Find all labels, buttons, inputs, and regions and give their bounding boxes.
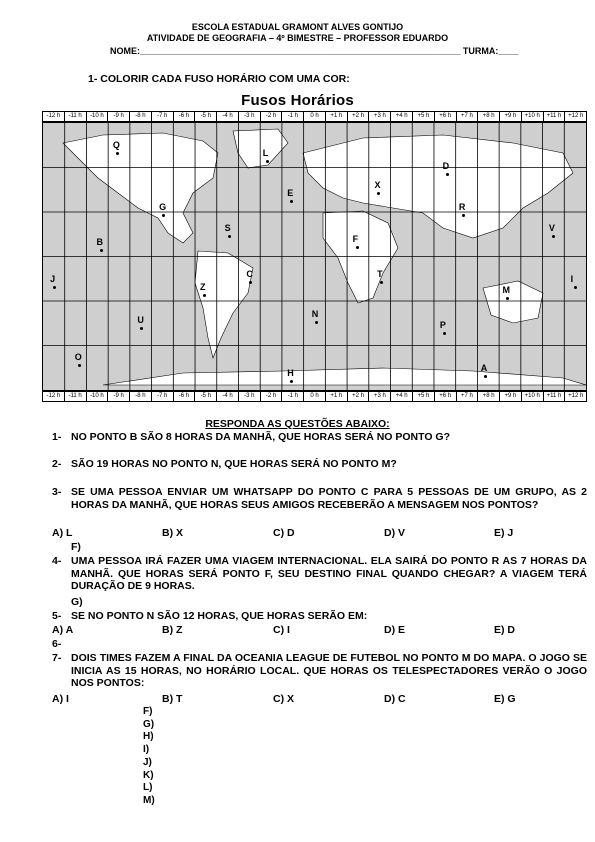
time-zone-label: -4 h: [217, 392, 239, 401]
question-3: [52, 486, 587, 524]
time-zone-label: -11 h: [65, 112, 87, 121]
option[interactable]: G): [143, 718, 155, 730]
map-point-dot: [290, 200, 293, 203]
map-point-label: F: [352, 233, 359, 244]
option[interactable]: C) I: [273, 624, 290, 636]
time-zone-label: +12 h: [568, 113, 584, 119]
question-4: [52, 555, 587, 593]
map-point-label: T: [377, 268, 383, 279]
time-zone-label: +3 h: [369, 112, 391, 121]
time-zone-label: -9 h: [108, 392, 130, 401]
time-zone-label: +1 h: [326, 112, 348, 121]
time-zone-label: -8 h: [130, 392, 152, 401]
time-zone-label: -1 h: [282, 112, 304, 121]
map-point-label: R: [458, 201, 466, 212]
option[interactable]: J): [143, 756, 152, 768]
time-zone-label: -12 h: [43, 112, 65, 121]
time-zone-label: +4 h: [391, 392, 413, 401]
time-zone-label: +5 h: [413, 112, 435, 121]
question-7-options: [52, 693, 592, 706]
map-point-dot: [574, 286, 577, 289]
map-point-dot: [315, 321, 318, 324]
question-4-option-g[interactable]: G): [71, 596, 83, 608]
option[interactable]: E) D: [494, 624, 515, 636]
option[interactable]: I): [143, 744, 150, 756]
map-point-dot: [140, 327, 143, 330]
question-3-options: [52, 527, 592, 540]
time-zone-label: -1 h: [282, 392, 304, 401]
map-point-label: U: [137, 314, 144, 325]
time-zone-label: +10 h: [522, 112, 544, 121]
time-zone-label: -3 h: [239, 392, 261, 401]
question-3-option-f[interactable]: F): [71, 541, 81, 553]
map-point-label: G: [159, 201, 167, 212]
time-zone-label: +9 h: [500, 112, 522, 121]
map-point-dot: [162, 214, 165, 217]
option[interactable]: H): [143, 731, 154, 743]
time-zone-label: -2 h: [261, 112, 283, 121]
time-zone-label: +7 h: [457, 392, 479, 401]
map-point-label: L: [262, 147, 269, 158]
map-point-dot: [377, 192, 380, 195]
time-zone-label: -9 h: [108, 112, 130, 121]
question-text: SE UMA PESSOA ENVIAR UM WHATSAPP DO PONTO C PARA 5 PESSOAS DE UM GRUPO, AS 2 HORAS DA MANHÃ, QUE HORAS SEUS AMIGOS RECEBERÃO A MENSAGEM NOS PONTOS?: [71, 486, 587, 511]
time-zone-label: -7 h: [152, 392, 174, 401]
option[interactable]: D) C: [384, 693, 406, 705]
time-zone-label: +6 h: [435, 392, 457, 401]
map-point-dot: [116, 152, 119, 155]
option[interactable]: D) V: [384, 527, 405, 539]
question-5-options: [52, 624, 592, 637]
option[interactable]: A) L: [52, 527, 73, 539]
question-7-more-options: [143, 706, 155, 808]
question-text: UMA PESSOA IRÁ FAZER UMA VIAGEM INTERNACIONAL. ELA SAIRÁ DO PONTO R AS 7 HORAS DA MANHÃ. QUE HORAS SERÁ PONTO F, SEU DESTINO FINAL QUANDO CHEGAR? A VIAGEM TERÁ DURAÇÃO DE 9 HORAS.: [71, 555, 587, 592]
time-zone-label: -5 h: [195, 392, 217, 401]
question-7: [52, 652, 587, 690]
time-zone-label: +9 h: [500, 392, 522, 401]
map-point-dot: [484, 375, 487, 378]
option[interactable]: D) E: [384, 624, 405, 636]
option[interactable]: C) X: [273, 693, 294, 705]
task-color-zones: 1- COLORIR CADA FUSO HORÁRIO COM UMA COR:: [88, 73, 350, 85]
time-zone-label: +8 h: [478, 112, 500, 121]
question-number: 4-: [52, 555, 62, 567]
option[interactable]: E) J: [494, 527, 514, 539]
time-zone-label: -6 h: [174, 112, 196, 121]
name-class-line[interactable]: NOME:________________________________________________________________ TURMA:____: [110, 46, 519, 56]
activity-title: ATIVIDADE DE GEOGRAFIA – 4º BIMESTRE – PROFESSOR EDUARDO: [146, 33, 449, 43]
question-number: 2-: [52, 458, 62, 470]
time-zone-label: +5 h: [413, 392, 435, 401]
map-point-dot: [203, 294, 206, 297]
time-zone-label: +11 h: [544, 392, 566, 401]
time-zone-label: +2 h: [348, 392, 370, 401]
question-text: DOIS TIMES FAZEM A FINAL DA OCEANIA LEAGUE DE FUTEBOL NO PONTO M DO MAPA. O JOGO SE INICIA AS 15 HORAS, NO HORÁRIO LOCAL. QUE HORAS OS TELESPECTADORES VERÃO O JOGO NOS PONTOS:: [71, 652, 587, 689]
question-text: SÃO 19 HORAS NO PONTO N, QUE HORAS SERÁ NO PONTO M?: [71, 458, 397, 470]
school-name: ESCOLA ESTADUAL GRAMONT ALVES GONTIJO: [191, 22, 404, 32]
map-point-label: Z: [200, 282, 206, 293]
map-point-label: B: [96, 236, 103, 247]
question-text: NO PONTO B SÃO 8 HORAS DA MANHÃ, QUE HORAS SERÁ NO PONTO G?: [71, 431, 451, 443]
map-point-label: Q: [112, 139, 120, 150]
option[interactable]: B) X: [162, 527, 183, 539]
question-number: 1-: [52, 431, 62, 443]
map-point-label: N: [311, 309, 319, 320]
option[interactable]: F): [143, 706, 153, 717]
question-number: 5-: [52, 610, 62, 622]
map-points: [42, 122, 587, 391]
map-point-label: M: [502, 285, 511, 296]
time-zone-label: +7 h: [457, 112, 479, 121]
time-zone-label: +12 h: [568, 393, 584, 399]
time-zone-label: -6 h: [174, 392, 196, 401]
answer-heading: RESPONDA AS QUESTÕES ABAIXO:: [205, 418, 390, 430]
map-point-label: S: [224, 223, 231, 234]
time-zone-label: +10 h: [522, 392, 544, 401]
map-point-label: H: [287, 368, 294, 379]
map-point-dot: [552, 235, 555, 238]
time-zone-label: +1 h: [326, 392, 348, 401]
time-zone-label: -8 h: [130, 112, 152, 121]
map-point-dot: [266, 160, 269, 163]
time-zone-label: -5 h: [195, 112, 217, 121]
map-point-dot: [53, 286, 56, 289]
time-zone-header-top: [42, 111, 587, 122]
map-point-dot: [380, 281, 383, 284]
map-point-dot: [506, 297, 509, 300]
time-zone-label: +6 h: [435, 112, 457, 121]
question-number: 6-: [52, 638, 62, 650]
time-zone-label: 0 h: [304, 392, 326, 401]
map-point-dot: [356, 246, 359, 249]
option[interactable]: A) A: [52, 624, 74, 636]
map-point-dot: [228, 235, 231, 238]
time-zone-label: +11 h: [544, 112, 566, 121]
time-zone-header-bottom: [42, 391, 587, 402]
map-point-label: J: [50, 274, 56, 285]
map-point-dot: [446, 173, 449, 176]
map-point-label: E: [287, 188, 294, 199]
option[interactable]: B) T: [162, 693, 183, 705]
map-title: Fusos Horários: [241, 92, 354, 109]
question-number: 3-: [52, 486, 62, 498]
time-zone-label: +4 h: [391, 112, 413, 121]
time-zone-map: [42, 111, 587, 402]
option[interactable]: M): [143, 794, 155, 806]
map-point-label: V: [548, 223, 555, 234]
time-zone-label: -3 h: [239, 112, 261, 121]
time-zone-label: +8 h: [478, 392, 500, 401]
question-text: SE NO PONTO N SÃO 12 HORAS, QUE HORAS SERÃO EM:: [71, 610, 368, 622]
option[interactable]: K): [143, 769, 154, 781]
map-point-dot: [462, 214, 465, 217]
time-zone-label: -4 h: [217, 112, 239, 121]
question-number: 7-: [52, 652, 62, 664]
map-point-dot: [290, 380, 293, 383]
option[interactable]: B) Z: [162, 624, 183, 636]
time-zone-label: -10 h: [87, 112, 109, 121]
map-point-label: P: [439, 320, 446, 331]
map-point-label: X: [374, 180, 381, 191]
time-zone-label: -11 h: [65, 392, 87, 401]
option[interactable]: A) I: [52, 693, 69, 705]
map-point-dot: [100, 249, 103, 252]
map-point-label: D: [442, 161, 450, 172]
time-zone-label: -2 h: [261, 392, 283, 401]
time-zone-label: -10 h: [87, 392, 109, 401]
time-zone-label: +3 h: [369, 392, 391, 401]
map-point-label: A: [480, 363, 488, 374]
time-zone-label: -7 h: [152, 112, 174, 121]
map-point-label: O: [74, 352, 82, 363]
map-point-dot: [249, 281, 252, 284]
option[interactable]: C) D: [273, 527, 295, 539]
time-zone-label: 0 h: [304, 112, 326, 121]
map-point-dot: [78, 364, 81, 367]
option[interactable]: L): [143, 782, 153, 794]
map-point-label: C: [246, 268, 253, 279]
option[interactable]: E) G: [494, 693, 516, 705]
time-zone-label: +2 h: [348, 112, 370, 121]
map-point-label: I: [570, 274, 574, 285]
map-point-dot: [443, 332, 446, 335]
time-zone-label: -12 h: [43, 392, 65, 401]
